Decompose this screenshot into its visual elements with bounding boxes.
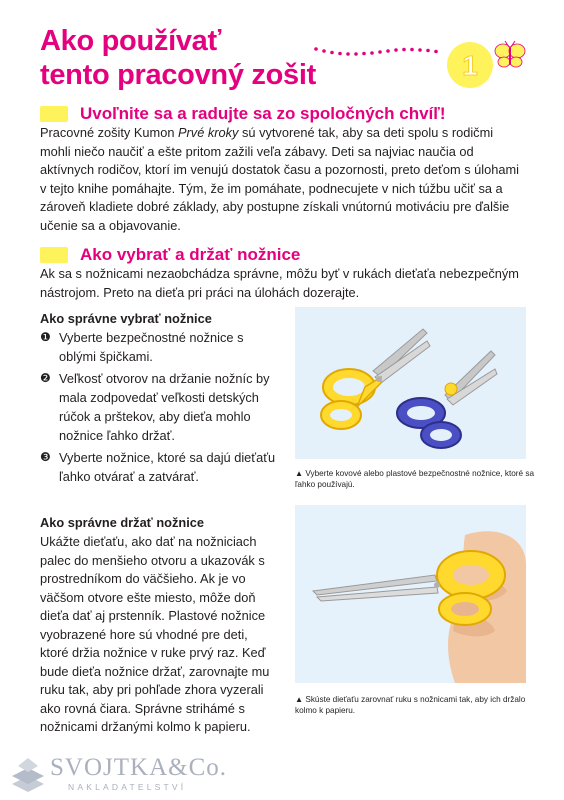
list-item: ❶ Vyberte bezpečnostné nožnice s oblými špičkami. [40,330,244,364]
page-number-badge [445,40,495,90]
list-number: ❶ [40,330,51,344]
list-number: ❷ [40,371,51,385]
list-number: ❸ [40,450,51,464]
butterfly-icon [493,40,527,70]
scissors-photo-caption: ▲ Vyberte kovové alebo plastové bezpečnostné nožnice, ktoré sa ľahko používajú. [295,469,535,489]
safety-scissors-illustration [295,307,526,459]
section-scissors-heading: Ako vybrať a držať nožnice [40,245,300,265]
book-series-name: Prvé kroky [178,125,239,140]
hand-holding-scissors-illustration [295,505,526,683]
yellow-marker-icon [40,247,68,263]
page-title [40,24,316,92]
section-scissors-intro: Ak sa s nožnicami nezaobchádza správne, môžu byť v rukách dieťaťa nebezpečným nástrojom. Preto na dieťa pri práci na úlohách dozerajte. [40,266,519,300]
page-number: 1 [462,50,478,81]
section-relax-heading: Uvoľnite sa a radujte sa zo spoločných chvíľ! [40,104,445,124]
publisher-name: SVOJTKA&Co. [50,754,227,781]
hand-scissors-photo [295,505,526,683]
page-title-line2: tento pracovný zošit [40,59,316,91]
page-title-line1: Ako používať [40,25,222,57]
list-item: ❸ Vyberte nožnice, ktoré sa dajú dieťaťu ľahko otvárať a zatvárať. [40,450,276,484]
hold-scissors-text: Ukážte dieťaťu, ako dať na nožniciach palec do menšieho otvoru a ukazovák s prostredníkom do väčšieho. Ak je vo väčšom otvore ešte miesto, môže doň dieťa dať aj prstenník. Plastové nožnice vyobrazené hore sú vhodné pre deti, ktoré držia nožnice v ruke prvý raz. Keď bude dieťa nožnice držať, zarovnajte mu ruku tak, aby pri pohľade zhora vyzerali ako rovná čiara. Správne strihámé s nožnicami držanými kolmo k papieru. [40,534,270,734]
yellow-marker-icon [40,106,68,122]
list-item: ❷ Veľkosť otvorov na držanie nožníc by mala zodpovedať veľkosti detských rúčok a prštekov, aby dieťa mohlo nožnice ľahko držať. [40,371,270,443]
publisher-logo [8,752,227,796]
choose-scissors-list [40,328,280,489]
section-relax-text: Pracovné zošity Kumon Prvé kroky sú vytvorené tak, aby sa deti spolu s rodičmi mohli niečo naučiť a ešte pritom zažili veľa zábavy. Deti sa najviac naučia od aktívnych rodičov, ktorí im venujú dostatok času a pozornosti, preto deťom s úlohami v tejto knihe pomáhajte. Tým, že im pomáhate, podnecujete v nich túžbu učiť sa a zároveň kladiete dobré základy, aby postupne získali vnútornú motiváciu pre ďalšie učenie sa a objavovanie. [40,125,519,233]
hold-scissors-heading: Ako správne držať nožnice [40,515,205,530]
scissors-photo [295,307,526,459]
publisher-tagline: NAKLADATELSTVÍ [68,782,187,792]
hand-photo-caption: ▲ Skúste dieťaťu zarovnať ruku s nožnicami tak, aby ich držalo kolmo k papieru. [295,695,526,715]
dotted-line-decoration [312,40,462,64]
choose-scissors-heading: Ako správne vybrať nožnice [40,311,212,326]
book-logo-icon [8,754,48,794]
